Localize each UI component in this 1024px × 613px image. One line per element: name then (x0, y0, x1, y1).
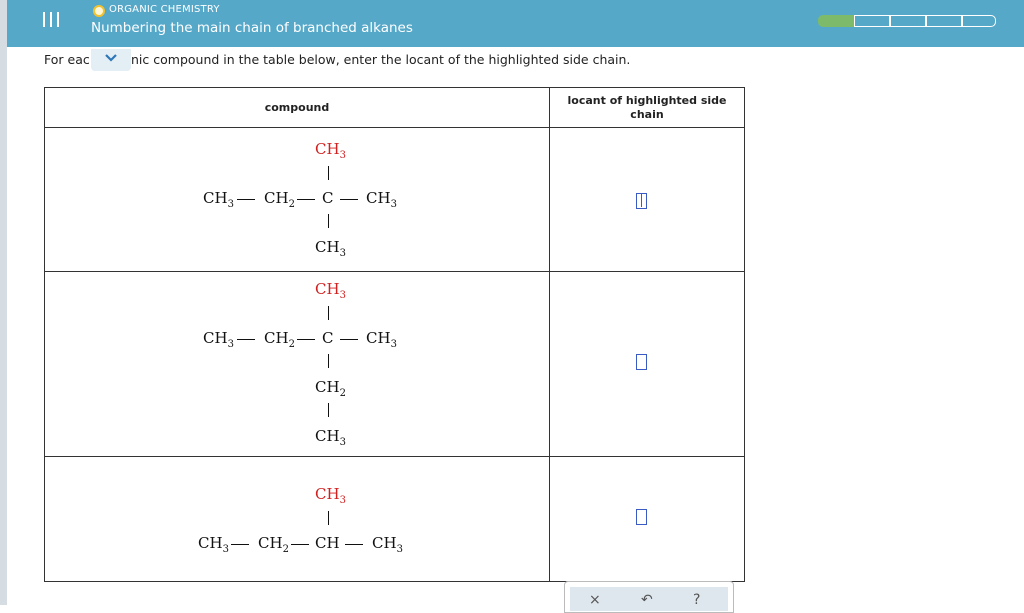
bond (328, 214, 329, 228)
atom-group: $CH_3$ (198, 534, 229, 555)
topic-label: ORGANIC CHEMISTRY (109, 4, 220, 15)
bond (340, 199, 358, 200)
locant-cell (550, 272, 745, 457)
instructions-left: For eac (44, 52, 90, 67)
highlighted-side-chain: $CH_3$ (315, 485, 346, 506)
bond (297, 339, 315, 340)
molecule-3 (45, 457, 549, 581)
locant-input-3[interactable] (636, 509, 647, 525)
column-header-locant: locant of highlighted side chain (550, 88, 745, 128)
atom-group: $CH_3$ (366, 329, 397, 350)
close-icon[interactable]: × (589, 592, 601, 608)
atom-group: CH (315, 534, 340, 552)
locant-cell (550, 128, 745, 272)
progress-segment-4 (926, 15, 962, 27)
bond (291, 544, 309, 545)
chevron-down-icon[interactable] (103, 52, 119, 64)
atom-group: $CH_3$ (315, 238, 346, 259)
answer-toolbar (564, 581, 734, 613)
compound-cell (45, 272, 550, 457)
atom-group: $CH_3$ (372, 534, 403, 555)
atom-group: $CH_2$ (264, 329, 295, 350)
highlighted-side-chain: $CH_3$ (315, 140, 346, 161)
bond (328, 306, 329, 320)
help-icon[interactable]: ? (693, 592, 701, 608)
compound-cell (45, 457, 550, 582)
bond (340, 339, 358, 340)
atom-group: $CH_3$ (203, 189, 234, 210)
text-cursor (641, 193, 642, 207)
compound-table (44, 87, 745, 582)
atom-group: $CH_2$ (258, 534, 289, 555)
highlighted-side-chain: $CH_3$ (315, 280, 346, 301)
header-bar (7, 0, 1024, 47)
page-title: Numbering the main chain of branched alkanes (91, 20, 413, 36)
progress-segment-3 (890, 15, 926, 27)
atom-group: $CH_2$ (315, 378, 346, 399)
locant-input-2[interactable] (636, 354, 647, 370)
progress-segment-2 (854, 15, 890, 27)
bond (328, 403, 329, 417)
molecule-2 (45, 272, 549, 456)
atom-group: $CH_3$ (203, 329, 234, 350)
bond (237, 339, 255, 340)
progress-bar (818, 15, 1000, 27)
bond (345, 544, 363, 545)
topic-status-dot-icon (93, 5, 105, 17)
menu-icon[interactable] (40, 9, 62, 31)
table-row (45, 128, 745, 272)
instructions (44, 52, 631, 67)
bond (328, 354, 329, 368)
undo-icon[interactable]: ↶ (641, 592, 653, 608)
left-edge-bar (0, 0, 7, 605)
progress-segment-5 (962, 15, 996, 27)
atom-group: C (322, 189, 334, 207)
table-row (45, 272, 745, 457)
locant-cell (550, 457, 745, 582)
progress-segment-1 (818, 15, 854, 27)
compound-cell (45, 128, 550, 272)
table-row (45, 457, 745, 582)
atom-group: $CH_3$ (315, 427, 346, 448)
atom-group: C (322, 329, 334, 347)
bond (237, 199, 255, 200)
atom-group: $CH_2$ (264, 189, 295, 210)
bond (231, 544, 249, 545)
molecule-1 (45, 128, 549, 271)
bond (328, 511, 329, 525)
instructions-right: nic compound in the table below, enter the locant of the highlighted side chain. (131, 52, 631, 67)
atom-group: $CH_3$ (366, 189, 397, 210)
column-header-compound: compound (45, 88, 550, 128)
bond (297, 199, 315, 200)
bond (328, 166, 329, 180)
